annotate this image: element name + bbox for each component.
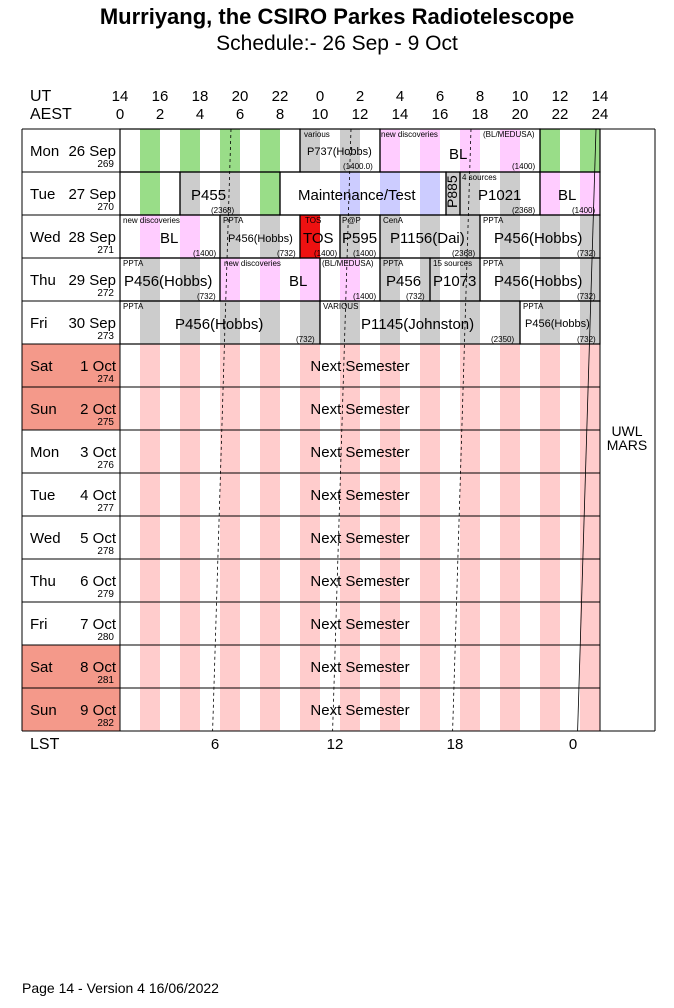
- day-date: 28 Sep: [68, 229, 116, 246]
- schedule-stripe: [260, 129, 280, 172]
- next-semester-label: Next Semester: [310, 702, 410, 719]
- day-number: 269: [97, 159, 114, 170]
- block-note: VARIOUS: [323, 302, 359, 311]
- day-date: 5 Oct: [80, 530, 116, 547]
- day-date: 7 Oct: [80, 616, 116, 633]
- next-semester-label: Next Semester: [310, 616, 410, 633]
- ut-tick: 14: [111, 88, 129, 105]
- block-freq: (1400): [353, 292, 377, 301]
- day-number: 270: [97, 202, 114, 213]
- block-note: PPTA: [483, 259, 504, 268]
- ut-tick: 22: [271, 88, 289, 105]
- day-number: 277: [97, 503, 114, 514]
- next-semester-label: Next Semester: [310, 444, 410, 461]
- aest-tick: 16: [431, 106, 449, 123]
- day-number: 271: [97, 245, 114, 256]
- day-name: Tue: [30, 487, 56, 504]
- block-note: CenA: [383, 216, 404, 225]
- lst-tick: 12: [326, 736, 344, 753]
- block-freq: (1400): [572, 206, 596, 215]
- block-note: PPTA: [523, 302, 544, 311]
- day-number: 274: [97, 374, 114, 385]
- day-name: Sat: [30, 659, 53, 676]
- next-semester-label: Next Semester: [310, 358, 410, 375]
- block-freq: (1400): [314, 249, 338, 258]
- ut-tick: 18: [191, 88, 209, 105]
- ut-tick: 2: [355, 88, 365, 105]
- block-freq: (1400): [512, 162, 536, 171]
- block-label: P456(Hobbs): [494, 273, 583, 290]
- day-name: Tue: [30, 186, 56, 203]
- lst-axis-label: LST: [30, 736, 60, 753]
- aest-tick: 12: [351, 106, 369, 123]
- block-label: BL: [289, 273, 308, 290]
- day-number: 281: [97, 675, 114, 686]
- block-note: new discoveries: [123, 216, 180, 225]
- lst-tick: 18: [446, 736, 464, 753]
- next-semester-label: Next Semester: [310, 401, 410, 418]
- day-name: Fri: [30, 616, 48, 633]
- schedule-stripe: [540, 129, 560, 172]
- next-semester-label: Next Semester: [310, 487, 410, 504]
- block-freq: (2368): [211, 206, 235, 215]
- aest-tick: 24: [591, 106, 609, 123]
- day-number: 282: [97, 718, 114, 729]
- block-label: P456(Hobbs): [525, 318, 590, 330]
- block-label-vertical: P885: [444, 175, 460, 208]
- schedule-stripe: [260, 172, 280, 215]
- ut-tick: 4: [395, 88, 405, 105]
- lst-tick: 6: [210, 736, 220, 753]
- block-note: P@P: [342, 216, 361, 225]
- block-label: P1073: [433, 273, 477, 290]
- receiver-uwl: UWL: [611, 423, 643, 439]
- day-date: 27 Sep: [68, 186, 116, 203]
- day-date: 3 Oct: [80, 444, 116, 461]
- receiver-mars: MARS: [606, 437, 648, 453]
- block-label: P737(Hobbs): [307, 146, 372, 158]
- day-name: Mon: [30, 444, 60, 461]
- block-freq: (732): [577, 249, 596, 258]
- day-number: 276: [97, 460, 114, 471]
- day-name: Thu: [30, 573, 56, 590]
- block-note: PPTA: [383, 259, 404, 268]
- block-note: 4 sources: [462, 173, 497, 182]
- block-freq: (2368): [452, 249, 476, 258]
- schedule-stripe: [140, 172, 160, 215]
- day-number: 273: [97, 331, 114, 342]
- block-label: P1145(Johnston): [361, 316, 475, 333]
- page-title: Murriyang, the CSIRO Parkes Radiotelescope: [99, 4, 575, 29]
- day-number: 275: [97, 417, 114, 428]
- day-name: Sat: [30, 358, 53, 375]
- day-name: Mon: [30, 143, 60, 160]
- aest-axis-label: AEST: [30, 106, 72, 123]
- block-freq: (732): [197, 292, 216, 301]
- day-number: 279: [97, 589, 114, 600]
- block-freq: (2368): [512, 206, 536, 215]
- block-freq: (1400.0): [343, 162, 373, 171]
- aest-tick: 4: [195, 106, 205, 123]
- day-date: 1 Oct: [80, 358, 116, 375]
- block-label: BL: [160, 230, 179, 247]
- day-number: 278: [97, 546, 114, 557]
- ut-axis-label: UT: [30, 88, 52, 105]
- block-freq: (1400): [193, 249, 217, 258]
- block-note: (BL/MEDUSA): [322, 259, 374, 268]
- block-label: TOS: [303, 230, 334, 247]
- block-freq: (732): [296, 335, 315, 344]
- block-label: P455: [191, 187, 227, 204]
- block-note: new discoveries: [224, 259, 281, 268]
- day-date: 29 Sep: [68, 272, 116, 289]
- block-note: PPTA: [223, 216, 244, 225]
- day-number: 272: [97, 288, 114, 299]
- block-freq: (732): [406, 292, 425, 301]
- day-name: Wed: [30, 229, 61, 246]
- block-label: P456(Hobbs): [228, 233, 293, 245]
- block-freq: (2350): [491, 335, 515, 344]
- block-note: PPTA: [123, 259, 144, 268]
- block-label: P456: [386, 273, 422, 290]
- block-note: various: [304, 130, 330, 139]
- block-note: TOS: [305, 216, 322, 225]
- ut-tick: 14: [591, 88, 609, 105]
- day-name: Sun: [30, 702, 57, 719]
- day-name: Sun: [30, 401, 57, 418]
- ut-tick: 12: [551, 88, 569, 105]
- next-semester-label: Next Semester: [310, 530, 410, 547]
- aest-tick: 0: [115, 106, 125, 123]
- day-date: 9 Oct: [80, 702, 116, 719]
- day-date: 4 Oct: [80, 487, 116, 504]
- ut-tick: 6: [435, 88, 445, 105]
- block-note: new discoveries: [381, 130, 438, 139]
- block-label: P456(Hobbs): [175, 316, 264, 333]
- page-subtitle: Schedule:- 26 Sep - 9 Oct: [216, 32, 458, 55]
- day-date: 26 Sep: [68, 143, 116, 160]
- aest-tick: 8: [275, 106, 285, 123]
- page-footer: Page 14 - Version 4 16/06/2022: [22, 980, 219, 996]
- day-name: Fri: [30, 315, 48, 332]
- block-note: PPTA: [483, 216, 504, 225]
- day-name: Wed: [30, 530, 61, 547]
- ut-tick: 0: [315, 88, 325, 105]
- block-freq: (1400): [353, 249, 377, 258]
- block-label: Maintenance/Test: [298, 187, 416, 204]
- aest-tick: 20: [511, 106, 529, 123]
- receiver-note: [600, 424, 654, 452]
- block-freq: (732): [577, 335, 596, 344]
- aest-tick: 6: [235, 106, 245, 123]
- aest-tick: 14: [391, 106, 409, 123]
- day-date: 2 Oct: [80, 401, 116, 418]
- day-date: 30 Sep: [68, 315, 116, 332]
- block-label: BL: [558, 187, 577, 204]
- block-label: P595: [342, 230, 378, 247]
- block-freq: (732): [277, 249, 296, 258]
- aest-tick: 2: [155, 106, 165, 123]
- block-note: (BL/MEDUSA): [483, 130, 535, 139]
- next-semester-label: Next Semester: [310, 659, 410, 676]
- block-label: P456(Hobbs): [124, 273, 213, 290]
- day-date: 6 Oct: [80, 573, 116, 590]
- block-freq: (732): [577, 292, 596, 301]
- lst-tick: 0: [568, 736, 578, 753]
- aest-tick: 22: [551, 106, 569, 123]
- ut-tick: 10: [511, 88, 529, 105]
- day-name: Thu: [30, 272, 56, 289]
- block-label: P456(Hobbs): [494, 230, 583, 247]
- block-label: BL: [449, 146, 468, 163]
- schedule-stripe: [420, 172, 440, 215]
- block-note: 15 sources: [433, 259, 473, 268]
- block-note: PPTA: [123, 302, 144, 311]
- next-semester-label: Next Semester: [310, 573, 410, 590]
- schedule-stripe: [580, 129, 600, 172]
- ut-tick: 16: [151, 88, 169, 105]
- block-label: P1156(Dai): [390, 230, 465, 247]
- ut-tick: 8: [475, 88, 485, 105]
- day-date: 8 Oct: [80, 659, 116, 676]
- ut-tick: 20: [231, 88, 249, 105]
- schedule-stripe: [140, 129, 160, 172]
- day-number: 280: [97, 632, 114, 643]
- schedule-stripe: [540, 172, 560, 215]
- aest-tick: 10: [311, 106, 329, 123]
- block-label: P1021: [478, 187, 522, 204]
- aest-tick: 18: [471, 106, 489, 123]
- schedule-stripe: [180, 129, 200, 172]
